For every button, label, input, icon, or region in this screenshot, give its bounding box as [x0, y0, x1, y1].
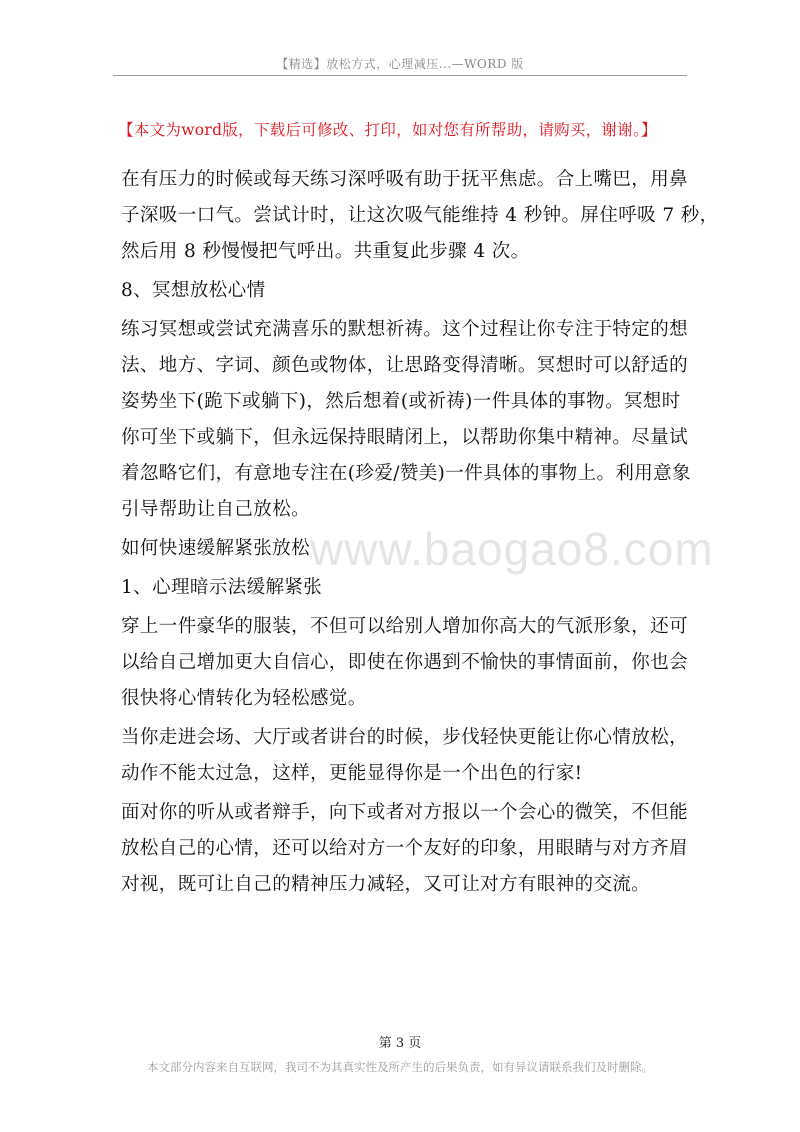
text-line: 你可坐下或躺下，但永远保持眼睛闭上，以帮助你集中精神。尽量试: [121, 427, 689, 448]
paragraph-deep-breathing: [121, 162, 719, 270]
header-title: 【精选】放松方式，心理减压...—WORD 版: [276, 57, 524, 71]
document-body: [121, 162, 719, 906]
text-line: 引导帮助让自己放松。: [121, 499, 311, 520]
section-heading: 1、心理暗示法缓解紧张: [121, 577, 323, 598]
text-line: 动作不能太过急，这样，更能显得你是一个出色的行家!: [121, 763, 583, 784]
text-line: 穿上一件豪华的服装，不但可以给别人增加你高大的气派形象，还可: [121, 616, 689, 637]
text-line: 子深吸一口气。尝试计时，让这次吸气能维持 4 秒钟。屏住呼吸 7 秒，: [121, 205, 719, 226]
paragraph-meditation: [121, 312, 691, 528]
heading-meditation: [121, 273, 691, 309]
text-line: 很快将心情转化为轻松感觉。: [121, 688, 367, 709]
text-line: 姿势坐下(跪下或躺下)，然后想着(或祈祷)一件具体的事物。冥想时: [121, 391, 681, 412]
text-line: 对视，既可让自己的精神压力减轻，又可让对方有眼神的交流。: [121, 874, 651, 895]
text-line: 面对你的听从或者辩手，向下或者对方报以一个会心的微笑，不但能: [121, 802, 689, 823]
text-line: 法、地方、字词、颜色或物体，让思路变得清晰。冥想时可以舒适的: [121, 355, 689, 376]
footer-disclaimer: 本文部分内容来自互联网，我司不为其真实性及所产生的后果负责，如有异议请联系我们及时删除。: [147, 1060, 653, 1074]
text-line: 以给自己增加更大自信心，即使在你遇到不愉快的事情面前，你也会: [121, 652, 689, 673]
watermark: www.baogao8.com: [310, 523, 714, 575]
text-line: 然后用 8 秒慢慢把气呼出。共重复此步骤 4 次。: [121, 241, 530, 262]
text-line: 当你走进会场、大厅或者讲台的时候，步伐轻快更能让你心情放松，: [121, 727, 689, 748]
heading-psychological-suggestion: [121, 570, 691, 606]
header-rule: [113, 75, 687, 76]
paragraph-clothing: [121, 609, 691, 717]
section-heading: 如何快速缓解紧张放松: [121, 538, 311, 559]
heading-quick-relief: [121, 531, 691, 567]
page-number: 第 3 页: [378, 1036, 422, 1051]
text-line: 放松自己的心情，还可以给对方一个友好的印象，用眼睛与对方齐眉: [121, 838, 689, 859]
text-line: 练习冥想或尝试充满喜乐的默想祈祷。这个过程让你专注于特定的想: [121, 319, 689, 340]
paragraph-walking: [121, 720, 691, 792]
download-notice: 【本文为word版，下载后可修改、打印，如对您有所帮助，请购买，谢谢。】: [118, 121, 657, 139]
text-line: 着忽略它们，有意地专注在(珍爱/赞美)一件具体的事物上。利用意象: [121, 463, 691, 484]
paragraph-smile: [121, 795, 691, 903]
section-heading: 8、冥想放松心情: [121, 280, 266, 301]
text-line: 在有压力的时候或每天练习深呼吸有助于抚平焦虑。合上嘴巴，用鼻: [121, 169, 689, 190]
